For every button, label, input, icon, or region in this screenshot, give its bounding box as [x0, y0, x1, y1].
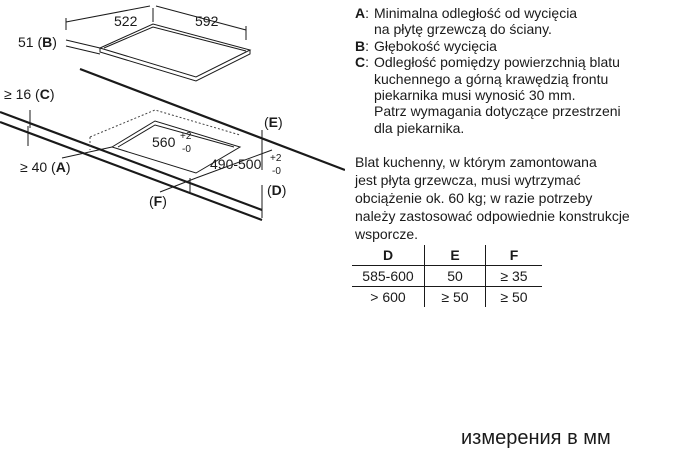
legend — [355, 5, 673, 136]
dimensions-table — [352, 245, 542, 307]
table-cell: ≥ 50 — [486, 287, 543, 308]
legend-item-a: A: Minimalna odległość od wycięcia na płytę grzewczą do ściany. — [355, 5, 673, 38]
legend-item-c: C: Odległość pomiędzy powierzchnią blatu kuchennego a górną krawędzią frontu piekarnika musi wynosić 30 mm. Patrz wymagania dotyczące przestrzeni dla piekarnika. — [355, 54, 673, 136]
table-header-d: D — [352, 245, 425, 266]
units-caption: измерения в мм — [461, 427, 611, 449]
worktop-back-edge — [80, 69, 345, 170]
label-D: (D) — [267, 182, 287, 198]
label-E: (E) — [264, 114, 283, 130]
installation-diagram — [0, 0, 345, 240]
table-header-e: E — [425, 245, 486, 266]
legend-key: C — [355, 54, 366, 71]
cooktop-inner-edge — [104, 27, 246, 51]
legend-item-b: B: Głębokość wycięcia — [355, 38, 673, 54]
table-header-f: F — [486, 245, 543, 266]
worktop-load-note — [355, 153, 630, 243]
legend-line: Patrz wymagania dotyczące przestrzeni — [374, 103, 621, 120]
table-cell: ≥ 35 — [486, 266, 543, 287]
note-line: należy zastosować odpowiednie konstrukcje — [355, 208, 630, 224]
table-header-row — [352, 245, 542, 266]
legend-line: kuchennego a górną krawędzią frontu — [374, 70, 609, 87]
dim-label-522: 522 — [114, 13, 138, 29]
cutout-rear-dash — [90, 110, 240, 137]
note-line: Blat kuchenny, w którym zamontowana — [355, 154, 597, 170]
dim-label-592: 592 — [195, 13, 219, 29]
table-cell: 585-600 — [352, 266, 425, 287]
cutout-width-tol-plus: +2 — [180, 131, 192, 142]
cooktop-outline — [100, 24, 250, 77]
label-F: (F) — [149, 193, 167, 209]
cutout-width-tol-minus: -0 — [182, 144, 191, 155]
cutout-depth-tol-minus: -0 — [272, 166, 281, 177]
legend-line: Minimalna odległość od wycięcia — [374, 5, 578, 21]
legend-line: piekarnika musi wynosić 30 mm. — [374, 87, 576, 104]
dim-line-522 — [66, 6, 150, 22]
legend-line: dla piekarnika. — [374, 119, 465, 136]
note-line: jest płyta grzewcza, musi wytrzymać — [355, 172, 581, 188]
dim-label-40: ≥ 40 (A) — [20, 159, 71, 175]
table-cell: 50 — [425, 266, 486, 287]
table-cell: > 600 — [370, 289, 406, 305]
table-row — [352, 266, 542, 287]
legend-line: na płytę grzewczą do ściany. — [374, 21, 552, 38]
table-cell: ≥ 50 — [425, 287, 486, 308]
legend-key: A — [355, 5, 366, 21]
dim-label-16: ≥ 16 (C) — [4, 86, 55, 102]
cutout-depth-tol-plus: +2 — [270, 153, 282, 164]
dim-label-51: 51 (B) — [18, 34, 57, 50]
legend-line: Głębokość wycięcia — [374, 37, 497, 54]
table-row — [352, 287, 542, 308]
cutout-width-label: 560 — [152, 134, 176, 150]
note-line: obciążenie ok. 60 kg; w razie potrzeby — [355, 190, 593, 206]
cooktop-side — [100, 48, 250, 81]
note-line: wsporcze. — [355, 226, 419, 242]
cutout-depth-label: 490-500 — [210, 156, 262, 172]
legend-line: Odległość pomiędzy powierzchnią blatu — [374, 54, 620, 71]
legend-key: B — [355, 37, 366, 54]
